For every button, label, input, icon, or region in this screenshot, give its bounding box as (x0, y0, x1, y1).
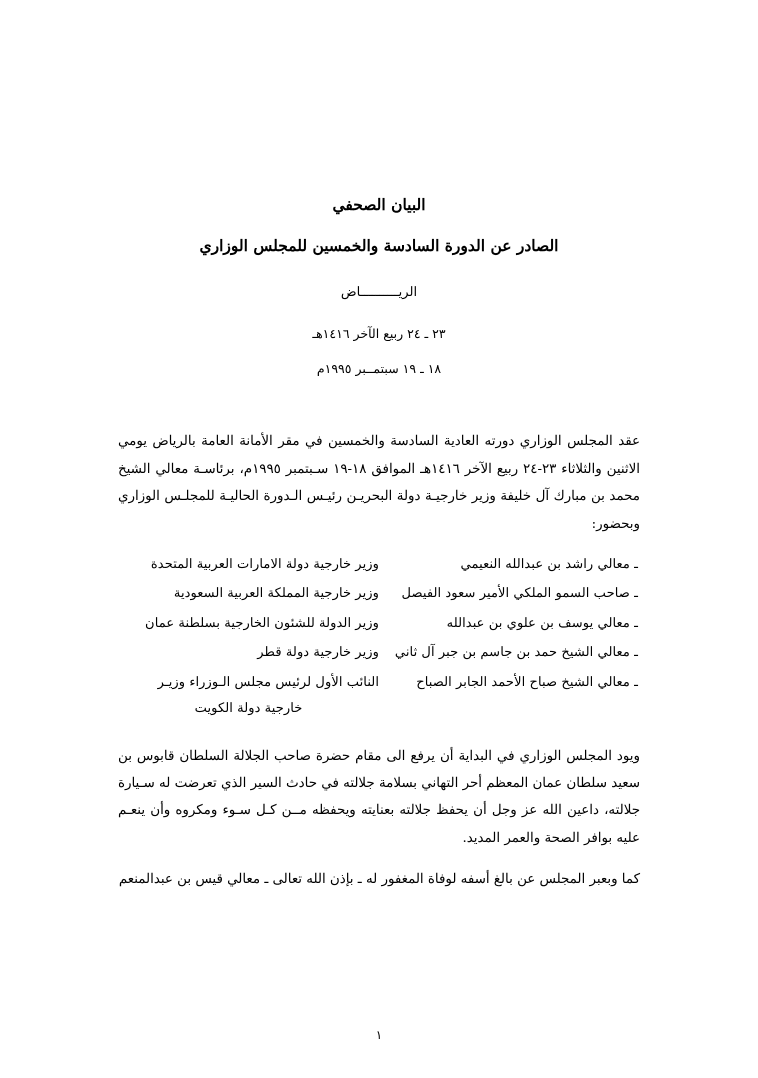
page-number: ١ (375, 1028, 383, 1042)
attendee-role-line-2: خارجية دولة الكويت (194, 701, 303, 717)
list-item (118, 552, 640, 578)
paragraph: كما وبعبر المجلس عن بالغ أسفه لوفاة المغفور له ـ بإذن الله تعالى ـ معالي قيس بن عبدالمنعم (118, 872, 640, 888)
attendee-role (118, 670, 379, 723)
document-date-gregorian: ١٨ ـ ١٩ سبتمــبر ١٩٩٥م (316, 361, 442, 377)
attendee-name: ـ صاحب السمو الملكي الأمير سعود الفيصل (401, 586, 638, 602)
document-title: البيان الصحفي (332, 195, 426, 214)
attendee-role: وزير خارجية دولة قطر (257, 645, 379, 661)
document-date-hijri: ٢٣ ـ ٢٤ ربيع الآخر ١٤١٦هـ (312, 326, 446, 342)
title-block (118, 196, 640, 376)
list-item (118, 640, 640, 666)
attendee-role-line-1: النائب الأول لرئيس مجلس الـوزراء وزيـر (157, 674, 379, 690)
attendee-role: وزير الدولة للشئون الخارجية بسلطنة عمان (145, 615, 379, 631)
list-item (118, 670, 640, 723)
closing-paragraph-block (118, 743, 640, 894)
attendee-role: وزير خارجية المملكة العربية السعودية (173, 586, 379, 602)
paragraph: ويود المجلس الوزاري في البداية أن يرفع الى مقام حضرة صاحب الجلالة السلطان قابوس بن سعيد سلطان عمان المعظم أحر التهاني بسلامة جلالته في حادث السير الذي تعرضت له سـيارة جلالته، داعين الله عز وجل أن يحفظ جلالته بعنايته ويحفظه مــن كـل سـوء ومكروه وأن ينعـم عليه بوافر الصحة والعمر المديد. (118, 748, 640, 846)
attendee-name: ـ معالي راشد بن عبدالله النعيمي (460, 557, 638, 573)
list-item (118, 581, 640, 607)
attendee-role: وزير خارجية دولة الامارات العربية المتحدة (150, 557, 379, 573)
paragraph: عقد المجلس الوزاري دورته العادية السادسة والخمسين في مقر الأمانة العامة بالرياض يومي الاثنين والثلاثاء ٢٣-٢٤ ربيع الآخر ١٤١٦هـ الموافق ١٨-١٩ سـبتمبر ١٩٩٥م، برئاسـة معالي الشيخ محمد بن مبارك آل خليفة وزير خارجيـة دولة البحريـن رئيـس الـدورة الحاليـة للمجلـس الوزاري وبحضور: (118, 434, 640, 532)
list-item (118, 611, 640, 637)
document-content (118, 196, 640, 908)
document-place: الريــــــــــاض (340, 285, 418, 301)
opening-paragraph-block (118, 428, 640, 538)
document-subtitle: الصادر عن الدورة السادسة والخمسين للمجلس الوزاري (199, 235, 559, 255)
attendee-name: ـ معالي الشيخ صباح الأحمد الجابر الصباح (416, 674, 638, 690)
attendee-name: ـ معالي يوسف بن علوي بن عبدالله (446, 615, 638, 631)
attendee-name: ـ معالي الشيخ حمد بن جاسم بن جبر آل ثاني (394, 645, 638, 661)
attendees-list (118, 552, 640, 722)
